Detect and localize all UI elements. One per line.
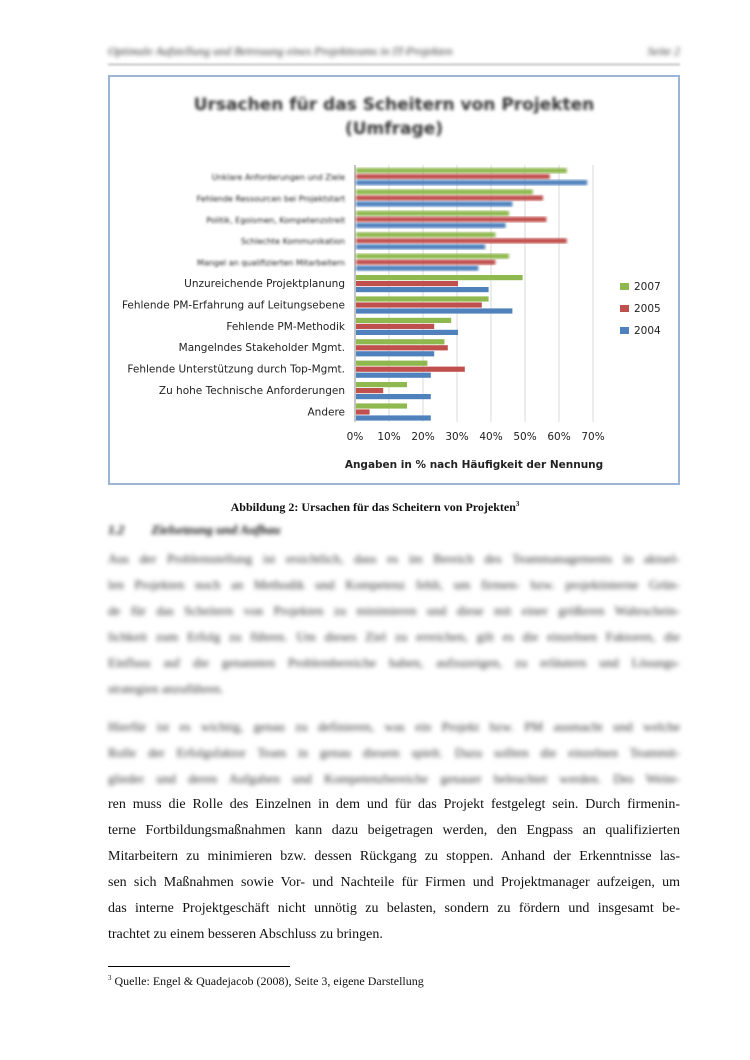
category-label: Unzureichende Projektplanung <box>184 278 345 290</box>
paragraph-line: Einfluss auf die genannten Problembereiche haben, aufzuzeigen, zu erläutern und Lösungs- <box>108 654 680 670</box>
category-label: Politik, Egoismen, Kompetenzstreit <box>206 215 345 225</box>
bar-2004 <box>356 223 506 228</box>
category-label: Mangel an qualifizierten Mitarbeitern <box>197 258 345 268</box>
bar-2005 <box>356 217 546 222</box>
paragraph-2-visible <box>108 792 680 947</box>
paragraph-line: glieder und deren Aufgaben und Kompetenzbereiche genauer beleuchtet werden. Des Weite- <box>108 770 680 786</box>
header-rule <box>108 64 680 65</box>
bar-2004 <box>356 244 485 249</box>
footnote-text: Quelle: Engel & Quadejacob (2008), Seite 3, eigene Darstellung <box>114 974 424 988</box>
bar-2005 <box>356 281 458 286</box>
x-tick-label: 60% <box>547 430 571 443</box>
figure-caption-footnote-ref: 3 <box>515 500 520 508</box>
header-page-number: Seite 2 <box>647 44 680 58</box>
figure-caption <box>0 500 750 515</box>
chart-frame <box>108 75 680 485</box>
paragraph-line: Rolle der Erfolgsfaktor Team in genau diesem spielt. Dazu sollten die einzelnen Teammit- <box>108 744 680 760</box>
footnote-rule <box>108 966 290 967</box>
bar-2007 <box>356 403 407 408</box>
paragraph-line: Aus der Problemstellung ist ersichtlich, dass es im Bereich des Teammanagements in aktuel- <box>108 551 680 566</box>
bar-2005 <box>356 302 482 307</box>
x-tick-label: 70% <box>581 430 605 443</box>
legend-label-2004: 2004 <box>634 325 661 337</box>
bar-2005 <box>356 409 370 414</box>
bar-2004 <box>356 351 434 356</box>
category-label: Fehlende PM-Erfahrung auf Leitungsebene <box>121 299 345 312</box>
x-tick-label: 30% <box>445 430 469 443</box>
legend-swatch-2004 <box>620 327 629 334</box>
bar-2007 <box>356 168 567 173</box>
bar-chart <box>110 77 678 483</box>
bar-2004 <box>356 180 587 185</box>
paragraph-line: das interne Projektgeschäft nicht unnötig zu belasten, sondern zu fördern und insgesamt be- <box>108 900 680 916</box>
category-label: Zu hohe Technische Anforderungen <box>158 385 345 397</box>
bar-2004 <box>356 287 489 292</box>
paragraph-line: strategien anzuführen. <box>108 680 224 696</box>
bar-2005 <box>356 367 465 372</box>
bar-2004 <box>356 266 478 271</box>
section-heading <box>108 522 280 538</box>
bar-2007 <box>356 296 489 301</box>
bar-2007 <box>356 318 451 323</box>
category-label: Fehlende Unterstützung durch Top-Mgmt. <box>127 363 345 376</box>
header-title: Optimale Aufstellung und Betreuung eines Projektteams in IT-Projekten <box>108 44 453 58</box>
category-label: Fehlende Ressourcen bei Projektstart <box>196 194 345 204</box>
category-label: Andere <box>307 406 345 419</box>
bar-2007 <box>356 211 509 216</box>
bar-2007 <box>356 275 523 280</box>
legend-label-2005: 2005 <box>634 303 661 315</box>
paragraph-line: de für das Scheitern von Projekten zu minimieren und diese mit einer größeren Wahrschein- <box>108 602 680 618</box>
bar-2004 <box>356 373 431 378</box>
bar-2007 <box>356 232 495 237</box>
category-label: Schlechte Kommunikation <box>240 237 345 247</box>
bar-2005 <box>356 260 495 265</box>
bar-2005 <box>356 238 567 243</box>
bar-2005 <box>356 174 550 179</box>
chart-title-line-1: Ursachen für das Scheitern von Projekten <box>193 95 595 115</box>
bar-2004 <box>356 415 431 420</box>
chart-title-line-2: (Umfrage) <box>344 119 443 139</box>
bar-2007 <box>356 339 444 344</box>
x-axis-label: Angaben in % nach Häufigkeit der Nennung <box>344 458 604 471</box>
x-tick-label: 40% <box>479 430 503 443</box>
x-tick-label: 0% <box>346 430 364 443</box>
legend-swatch-2005 <box>620 305 629 312</box>
paragraph-line: terne Fortbildungsmaßnahmen kann dazu beigetragen werden, den Engpass an qualifizierten <box>108 822 680 838</box>
category-label: Fehlende PM-Methodik <box>226 320 345 333</box>
footnote-number: 3 <box>108 974 112 982</box>
bar-2005 <box>356 324 434 329</box>
paragraph-2-blurred <box>108 714 680 792</box>
section-number: 1.2 <box>108 522 125 537</box>
paragraph-line: len Projekten noch an Methodik und Kompetenz fehlt, um firmen- bzw. projektinterne Grün- <box>108 576 680 592</box>
bar-2007 <box>356 189 533 194</box>
bar-2004 <box>356 394 431 399</box>
bar-2004 <box>356 330 458 335</box>
bar-2004 <box>356 308 512 313</box>
bar-2005 <box>356 388 383 393</box>
bar-2005 <box>356 345 448 350</box>
page-header <box>108 44 680 59</box>
paragraph-line: trachtet zu einem besseren Abschluss zu bringen. <box>108 926 383 942</box>
section-title: Zielsetzung und Aufbau <box>151 522 281 537</box>
x-tick-label: 50% <box>513 430 537 443</box>
category-label: Mangelndes Stakeholder Mgmt. <box>178 342 345 355</box>
figure-caption-text: Abbildung 2: Ursachen für das Scheitern von Projekten <box>230 500 516 514</box>
paragraph-line: ren muss die Rolle des Einzelnen in dem und für das Projekt festgelegt sein. Durch firmenin- <box>108 797 680 812</box>
x-tick-label: 10% <box>377 430 401 443</box>
paragraph-1 <box>108 546 680 701</box>
paragraph-line: lichkeit zum Erfolg zu führen. Um dieses Ziel zu erreichen, gilt es die einzelnen Faktoren, die <box>108 628 680 644</box>
paragraph-line: sen sich Maßnahmen sowie Vor- und Nachteile für Firmen und Projektmanager aufzeigen, um <box>108 874 680 890</box>
bar-2005 <box>356 195 543 200</box>
category-label: Unklare Anforderungen und Ziele <box>211 173 345 182</box>
legend-swatch-2007 <box>620 283 629 290</box>
bar-2004 <box>356 201 512 206</box>
footnote <box>108 974 424 989</box>
bar-2007 <box>356 361 427 366</box>
bar-2007 <box>356 382 407 387</box>
legend-label-2007: 2007 <box>634 281 661 293</box>
bar-2007 <box>356 254 509 259</box>
x-tick-label: 20% <box>411 430 435 443</box>
paragraph-line: Mitarbeitern zu minimieren bzw. dessen Rückgang zu stoppen. Anhand der Erkenntnisse las- <box>108 848 680 864</box>
paragraph-line: Hierfür ist es wichtig, genau zu definieren, was ein Projekt bzw. PM ausmacht und welche <box>108 719 680 734</box>
